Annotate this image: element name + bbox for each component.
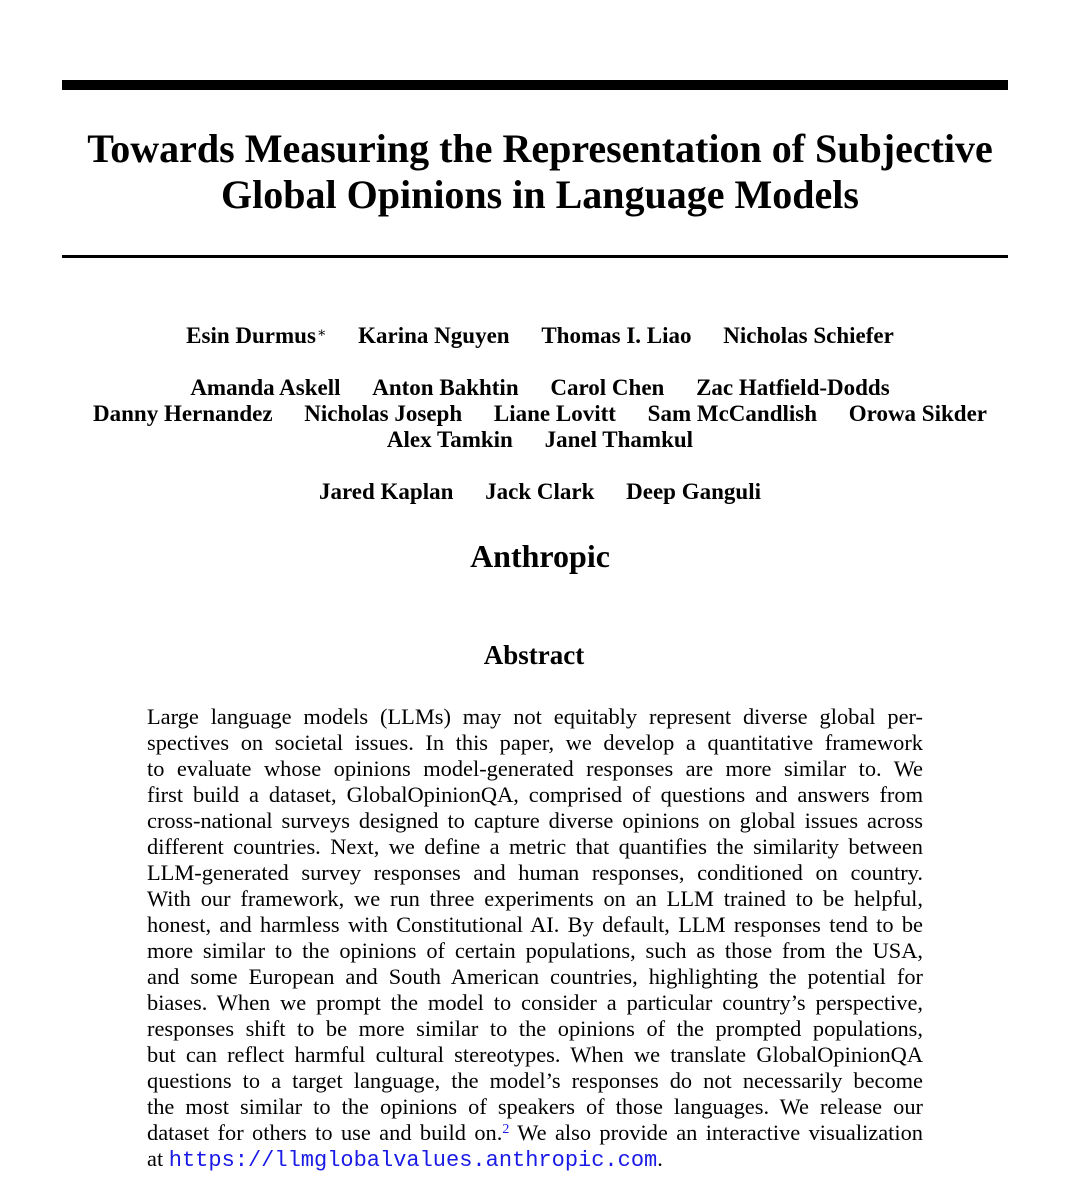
footnote-2-link[interactable]: 2 [502, 1122, 510, 1137]
author-name: Alex Tamkin [386, 427, 513, 452]
author-row-5 [0, 479, 1080, 505]
abstract-line: responses shift to be more similar to the opinions of the prompted populations, [147, 1016, 923, 1041]
abstract-line: to evaluate whose opinions model-generated responses are more similar to. We [147, 756, 923, 781]
author-name: Janel Thamkul [544, 427, 694, 452]
abstract-line: the most similar to the opinions of speakers of those languages. We release our [147, 1094, 923, 1119]
abstract-line: LLM-generated survey responses and human responses, conditioned on country. [147, 860, 923, 885]
abstract-line: cross-national surveys designed to capture diverse opinions on global issues across [147, 808, 923, 833]
affiliation: Anthropic [470, 538, 610, 574]
author-name: Jared Kaplan [319, 479, 454, 504]
author-name: Danny Hernandez [93, 401, 273, 426]
author-row-2 [0, 375, 1080, 401]
abstract-line: and some European and South American countries, highlighting the potential for [147, 964, 923, 989]
author-row-3 [0, 401, 1080, 427]
abstract-body [147, 704, 923, 1172]
author-name: Esin Durmus∗ [186, 323, 327, 348]
abstract-heading: Abstract [483, 640, 585, 670]
author-name: Anton Bakhtin [372, 375, 519, 400]
author-name: Amanda Askell [190, 375, 341, 400]
author-name: Zac Hatfield-Dodds [696, 375, 890, 400]
abstract-line: Large language models (LLMs) may not equitably represent diverse global per- [147, 704, 923, 729]
author-name: Jack Clark [485, 479, 595, 504]
title-top-rule [62, 80, 1008, 90]
abstract-line: but can reflect harmful cultural stereotypes. When we translate GlobalOpinionQA [147, 1042, 923, 1067]
author-row-1 [0, 323, 1080, 349]
abstract-line: first build a dataset, GlobalOpinionQA, comprised of questions and answers from [147, 782, 923, 807]
author-name: Deep Ganguli [626, 479, 761, 504]
author-name: Liane Lovitt [493, 401, 616, 426]
author-name: Carol Chen [550, 375, 665, 400]
abstract-line: honest, and harmless with Constitutional AI. By default, LLM responses tend to be [147, 912, 923, 937]
author-name: Nicholas Schiefer [723, 323, 894, 348]
author-name: Sam McCandlish [647, 401, 818, 426]
paper-title [0, 126, 1080, 218]
abstract-line: biases. When we prompt the model to consider a particular country’s perspective, [147, 990, 923, 1015]
title-line-1: Towards Measuring the Representation of Subjective [87, 126, 993, 171]
author-name: Nicholas Joseph [304, 401, 463, 426]
abstract-line: more similar to the opinions of certain populations, such as those from the USA, [147, 938, 923, 963]
corresponding-author-mark: ∗ [316, 326, 327, 341]
abstract-line: at https://llmglobalvalues.anthropic.com. [147, 1146, 663, 1173]
title-bottom-rule [62, 255, 1008, 258]
abstract-line: different countries. Next, we define a metric that quantifies the similarity between [147, 834, 923, 859]
title-line-2: Global Opinions in Language Models [221, 172, 859, 217]
abstract-line: spectives on societal issues. In this paper, we develop a quantitative framework [147, 730, 923, 755]
abstract-line: With our framework, we run three experiments on an LLM trained to be helpful, [147, 886, 923, 911]
abstract-line: questions to a target language, the model’s responses do not necessarily become [147, 1068, 923, 1093]
author-name: Karina Nguyen [358, 323, 510, 348]
author-name: Orowa Sikder [848, 401, 987, 426]
author-row-4 [0, 427, 1080, 453]
abstract-line: dataset for others to use and build on.$^2$ We also provide an interactive visualization [147, 1120, 923, 1145]
visualization-link[interactable]: https://llmglobalvalues.anthropic.com [168, 1148, 658, 1173]
author-name: Thomas I. Liao [541, 323, 692, 348]
